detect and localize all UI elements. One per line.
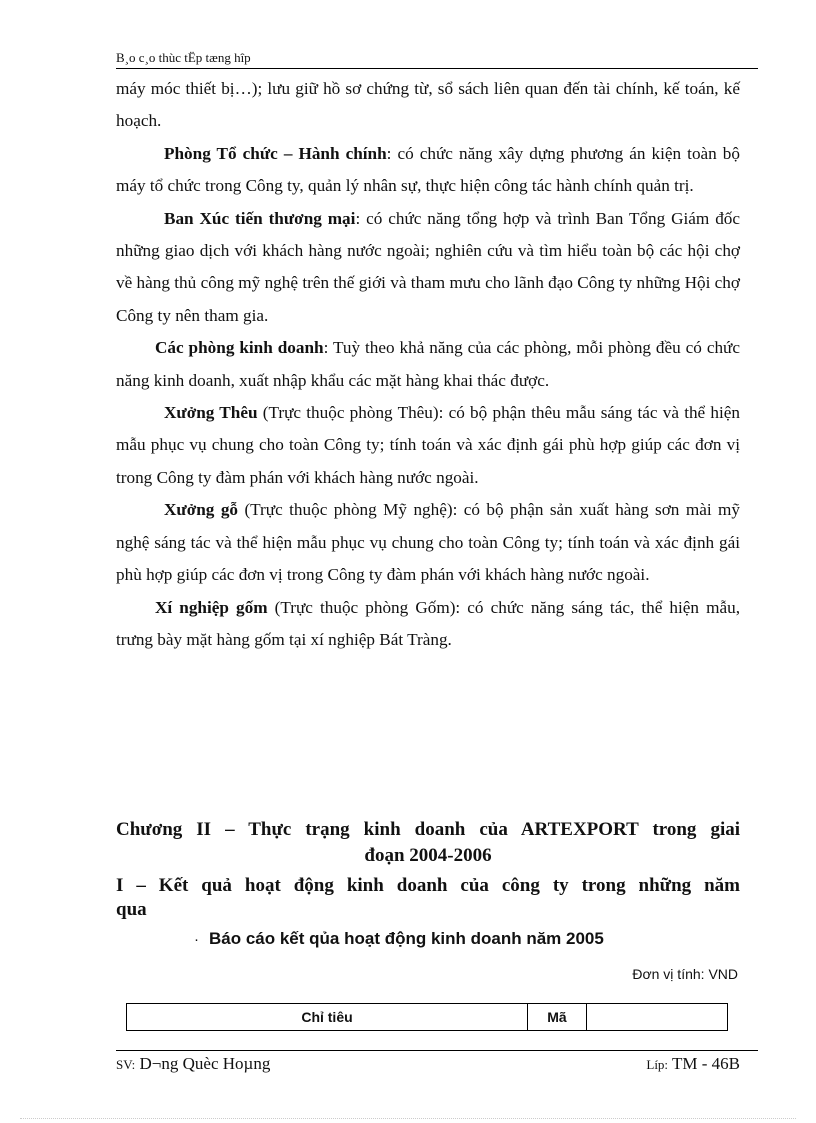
paragraph-equipment: máy móc thiết bị…); lưu giữ hồ sơ chứng từ, sổ sách liên quan đến tài chính, kế toán, kế hoạch. [116,79,740,131]
section-heading [116,874,740,922]
paragraph-trade-promotion [116,203,740,333]
paragraph-business-departments [116,332,740,397]
page-edge-divider [20,1118,796,1119]
term-embroidery-workshop: Xưởng Thêu [164,403,258,423]
chapter-heading [116,817,740,869]
term-trade-promotion: Ban Xúc tiến thương mại [164,208,356,228]
desc-wood-workshop: (Trực thuộc phòng Mỹ nghệ): có bộ phận sản xuất hàng sơn mài mỹ nghệ sáng tác và thể hiện mẫu phục vụ chung cho toàn Công ty; tính toán và xác định gái phù hợp giúp các đơn vị trong Công ty đàm phán với khách hàng nước ngoài. [116,500,740,585]
footer-class-value: TM - 46B [672,1054,740,1073]
desc-ceramics-factory: (Trực thuộc phòng Gốm): có chức năng sáng tác, thể hiện mẫu, trưng bày mặt hàng gốm tại xí nghiệp Bát Tràng. [116,597,740,649]
paragraph-hr-admin [116,138,740,203]
term-ceramics-factory: Xí nghiệp gốm [155,597,268,617]
term-wood-workshop: Xưởng gỗ [164,500,239,520]
desc-embroidery-workshop: (Trực thuộc phòng Thêu): có bộ phận thêu mẫu sáng tác và thể hiện mẫu phục vụ chung cho toàn Công ty; tính toán và xác định gái phù hợp giúp các đơn vị trong Công ty đàm phán với khách hàng nước ngoài. [116,403,741,487]
term-business-departments: Các phòng kinh doanh [155,338,324,358]
footer-class-label: Líp: [646,1057,669,1072]
footer-student-name: D¬ng Quèc Hoµng [139,1054,271,1073]
paragraph-wood-workshop [116,494,740,591]
chapter-heading-line2: đoạn 2004-2006 [364,845,492,866]
header-divider [116,68,758,69]
report-table [126,1003,728,1031]
footer-sv-label: SV: [116,1057,136,1072]
footer-student [116,1054,270,1074]
desc-hr-admin: : có chức năng xây dựng phương án kiện toàn bộ máy tổ chức trong Công ty, quản lý nhân sự, thực hiện công tác hành chính quản trị. [116,143,740,196]
footer-class [646,1054,740,1074]
column-header-code: Mã [528,1004,587,1031]
paragraph-embroidery-workshop [116,397,740,494]
bullet-icon: · [194,931,199,948]
table-header-row [127,1004,728,1031]
chapter-heading-line1: Chương II – Thực trạng kinh doanh của ARTEXPORT trong giai [116,819,740,840]
footer-divider [116,1050,758,1051]
document-body [116,73,740,656]
column-header-value [587,1004,728,1031]
section-heading-line1: I – Kết quả hoạt động kinh doanh của công ty trong những năm [116,875,740,896]
desc-business-departments: : Tuỳ theo khả năng của các phòng, mỗi phòng đều có chức năng kinh doanh, xuất nhập khẩu các mặt hàng khai thác được. [116,338,740,390]
paragraph-ceramics-factory [116,592,740,657]
term-hr-admin: Phòng Tổ chức – Hành chính [164,143,387,163]
section-heading-line2: qua [116,899,147,920]
running-header: B¸o c¸o thùc tËp tæng hîp [116,50,251,65]
desc-trade-promotion: : có chức năng tổng hợp và trình Ban Tổng Giám đốc những giao dịch với khách hàng nước ngoài; nghiên cứu và tìm hiểu toàn bộ các hội chợ về hàng thủ công mỹ nghệ trên thế giới và tham mưu cho lãnh đạo Công ty những Hội chợ Công ty nên tham gia. [116,208,741,325]
report-title-text: Báo cáo kết qủa hoạt động kinh doanh năm 2005 [209,929,604,948]
currency-unit: Đơn vị tính: VND [632,966,738,982]
report-title [194,929,604,949]
column-header-indicator: Chỉ tiêu [127,1004,528,1031]
